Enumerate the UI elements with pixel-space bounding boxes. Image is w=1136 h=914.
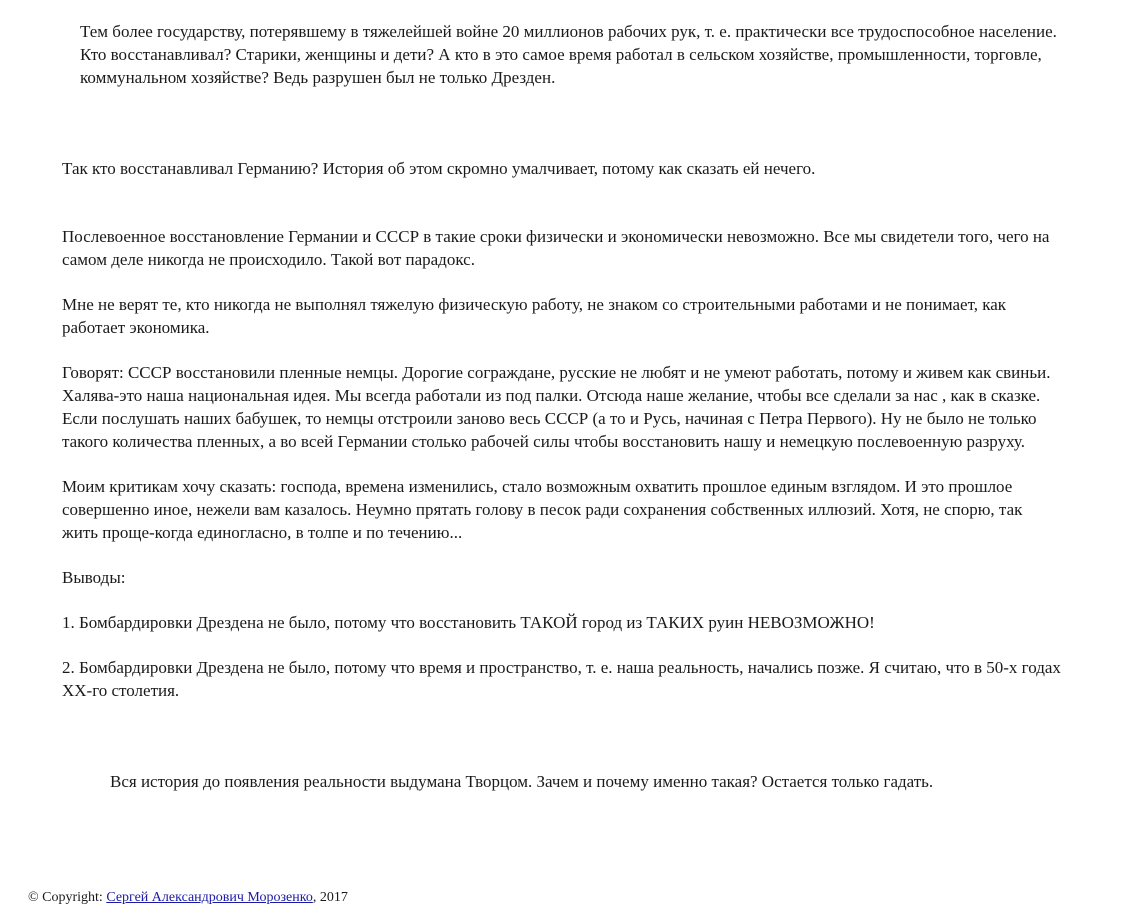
paragraph-6: Моим критикам хочу сказать: господа, времена изменились, стало возможным охватить прошлое единым взглядом. И это прошлое совершенно иное, нежели вам казалось. Неумно прятать голову в песок ради сохранения собственных иллюзий. Хотя, не спорю, так жить проще-когда единогласно, в толпе и по течению... — [62, 477, 1023, 542]
article-body — [62, 20, 1062, 793]
paragraph-conclusion-1: 1. Бомбардировки Дрездена не было, потому что восстановить ТАКОЙ город из ТАКИХ руин НЕВОЗМОЖНО! — [62, 613, 875, 632]
paragraph-3: Послевоенное восстановление Германии и СССР в такие сроки физически и экономически невозможно. Все мы свидетели того, чего на самом деле никогда не происходило. Такой вот парадокс. — [62, 227, 1050, 269]
copyright-prefix: © Copyright: — [28, 890, 107, 905]
paragraph-conclusions-heading: Выводы: — [62, 568, 126, 587]
paragraph-conclusion-2: 2. Бомбардировки Дрездена не было, потому что время и пространство, т. е. наша реальность, начались позже. Я считаю, что в 50-х годах ХХ-го столетия. — [62, 658, 1061, 700]
paragraph-4: Мне не верят те, кто никогда не выполнял тяжелую физическую работу, не знаком со строительными работами и не понимает, как работает экономика. — [62, 295, 1007, 337]
copyright-footer — [28, 889, 348, 907]
paragraph-2: Так кто восстанавливал Германию? История об этом скромно умалчивает, потому как сказать ей нечего. — [62, 159, 816, 178]
paragraph-1: Тем более государству, потерявшему в тяжелейшей войне 20 миллионов рабочих рук, т. е. практически все трудоспособное население. Кто восстанавливал? Старики, женщины и дети? А кто в это самое время работал в сельском хозяйстве, промышленности, торговле, коммунальном хозяйстве? Ведь разрушен был не только Дрезден. — [80, 22, 1057, 87]
paragraph-5: Говорят: СССР восстановили пленные немцы. Дорогие сограждане, русские не любят и не умеют работать, потому и живем как свиньи. Халява-это наша национальная идея. Мы всегда работали из под палки. Отсюда наше желание, чтобы все сделали за нас , как в сказке. Если послушать наших бабушек, то немцы отстроили заново весь СССР (а то и Русь, начиная с Петра Первого). Ну не было не только такого количества пленных, а во всей Германии столько рабочей силы чтобы восстановить нашу и немецкую послевоенную разруху. — [62, 363, 1051, 451]
author-link[interactable]: Сергей Александрович Морозенко — [106, 890, 313, 905]
paragraph-closing: Вся история до появления реальности выдумана Творцом. Зачем и почему именно такая? Остается только гадать. — [110, 772, 934, 791]
copyright-year: , 2017 — [312, 890, 348, 905]
